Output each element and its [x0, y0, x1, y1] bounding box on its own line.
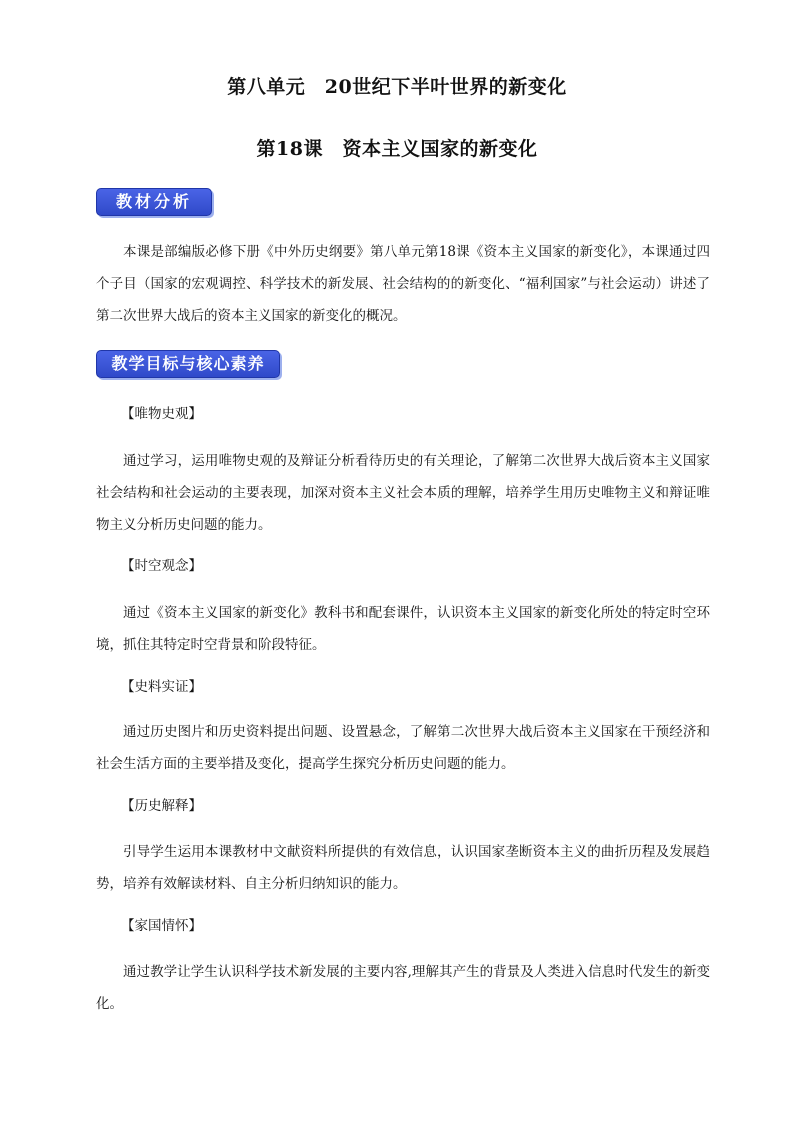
section-text-patriotism: 通过教学让学生认识科学技术新发展的主要内容,理解其产生的背景及人类进入信息时代发生的新变化。	[96, 964, 710, 1012]
section-heading-materialism: 【唯物史观】	[121, 406, 202, 422]
section-heading-patriotism: 【家国情怀】	[121, 918, 202, 934]
section-text-evidence: 通过历史图片和历史资料提出问题、设置悬念，了解第二次世界大战后资本主义国家在干预经济和社会生活方面的主要举措及变化，提高学生探究分析历史问题的能力。	[96, 724, 710, 772]
section-text-materialism: 通过学习，运用唯物史观的及辩证分析看待历史的有关理论，了解第二次世界大战后资本主义国家社会结构和社会运动的主要表现，加深对资本主义社会本质的理解，培养学生用历史唯物主义和辩证唯物主义分析历史问题的能力。	[96, 453, 710, 533]
section-heading-evidence: 【史料实证】	[121, 679, 202, 695]
section-text-interpretation: 引导学生运用本课教材中文献资料所提供的有效信息，认识国家垄断资本主义的曲折历程及发展趋势，培养有效解读材料、自主分析归纳知识的能力。	[96, 844, 710, 892]
unit-title: 第八单元 20世纪下半叶世界的新变化	[227, 76, 567, 98]
section-heading-space-time: 【时空观念】	[121, 558, 202, 574]
section-text-space-time: 通过《资本主义国家的新变化》教科书和配套课件，认识资本主义国家的新变化所处的特定时空环境，抓住其特定时空背景和阶段特征。	[96, 605, 710, 653]
textbook-analysis-badge: 教材分析	[96, 188, 212, 216]
teaching-goals-badge: 教学目标与核心素养	[96, 350, 280, 378]
lesson-title: 第18课 资本主义国家的新变化	[256, 138, 538, 160]
analysis-paragraph: 本课是部编版必修下册《中外历史纲要》第八单元第18课《资本主义国家的新变化》，本课通过四个子目（国家的宏观调控、科学技术的新发展、社会结构的的新变化、“福利国家”与社会运动）讲述了第二次世界大战后的资本主义国家的新变化的概况。	[96, 244, 710, 324]
section-heading-interpretation: 【历史解释】	[121, 798, 202, 814]
